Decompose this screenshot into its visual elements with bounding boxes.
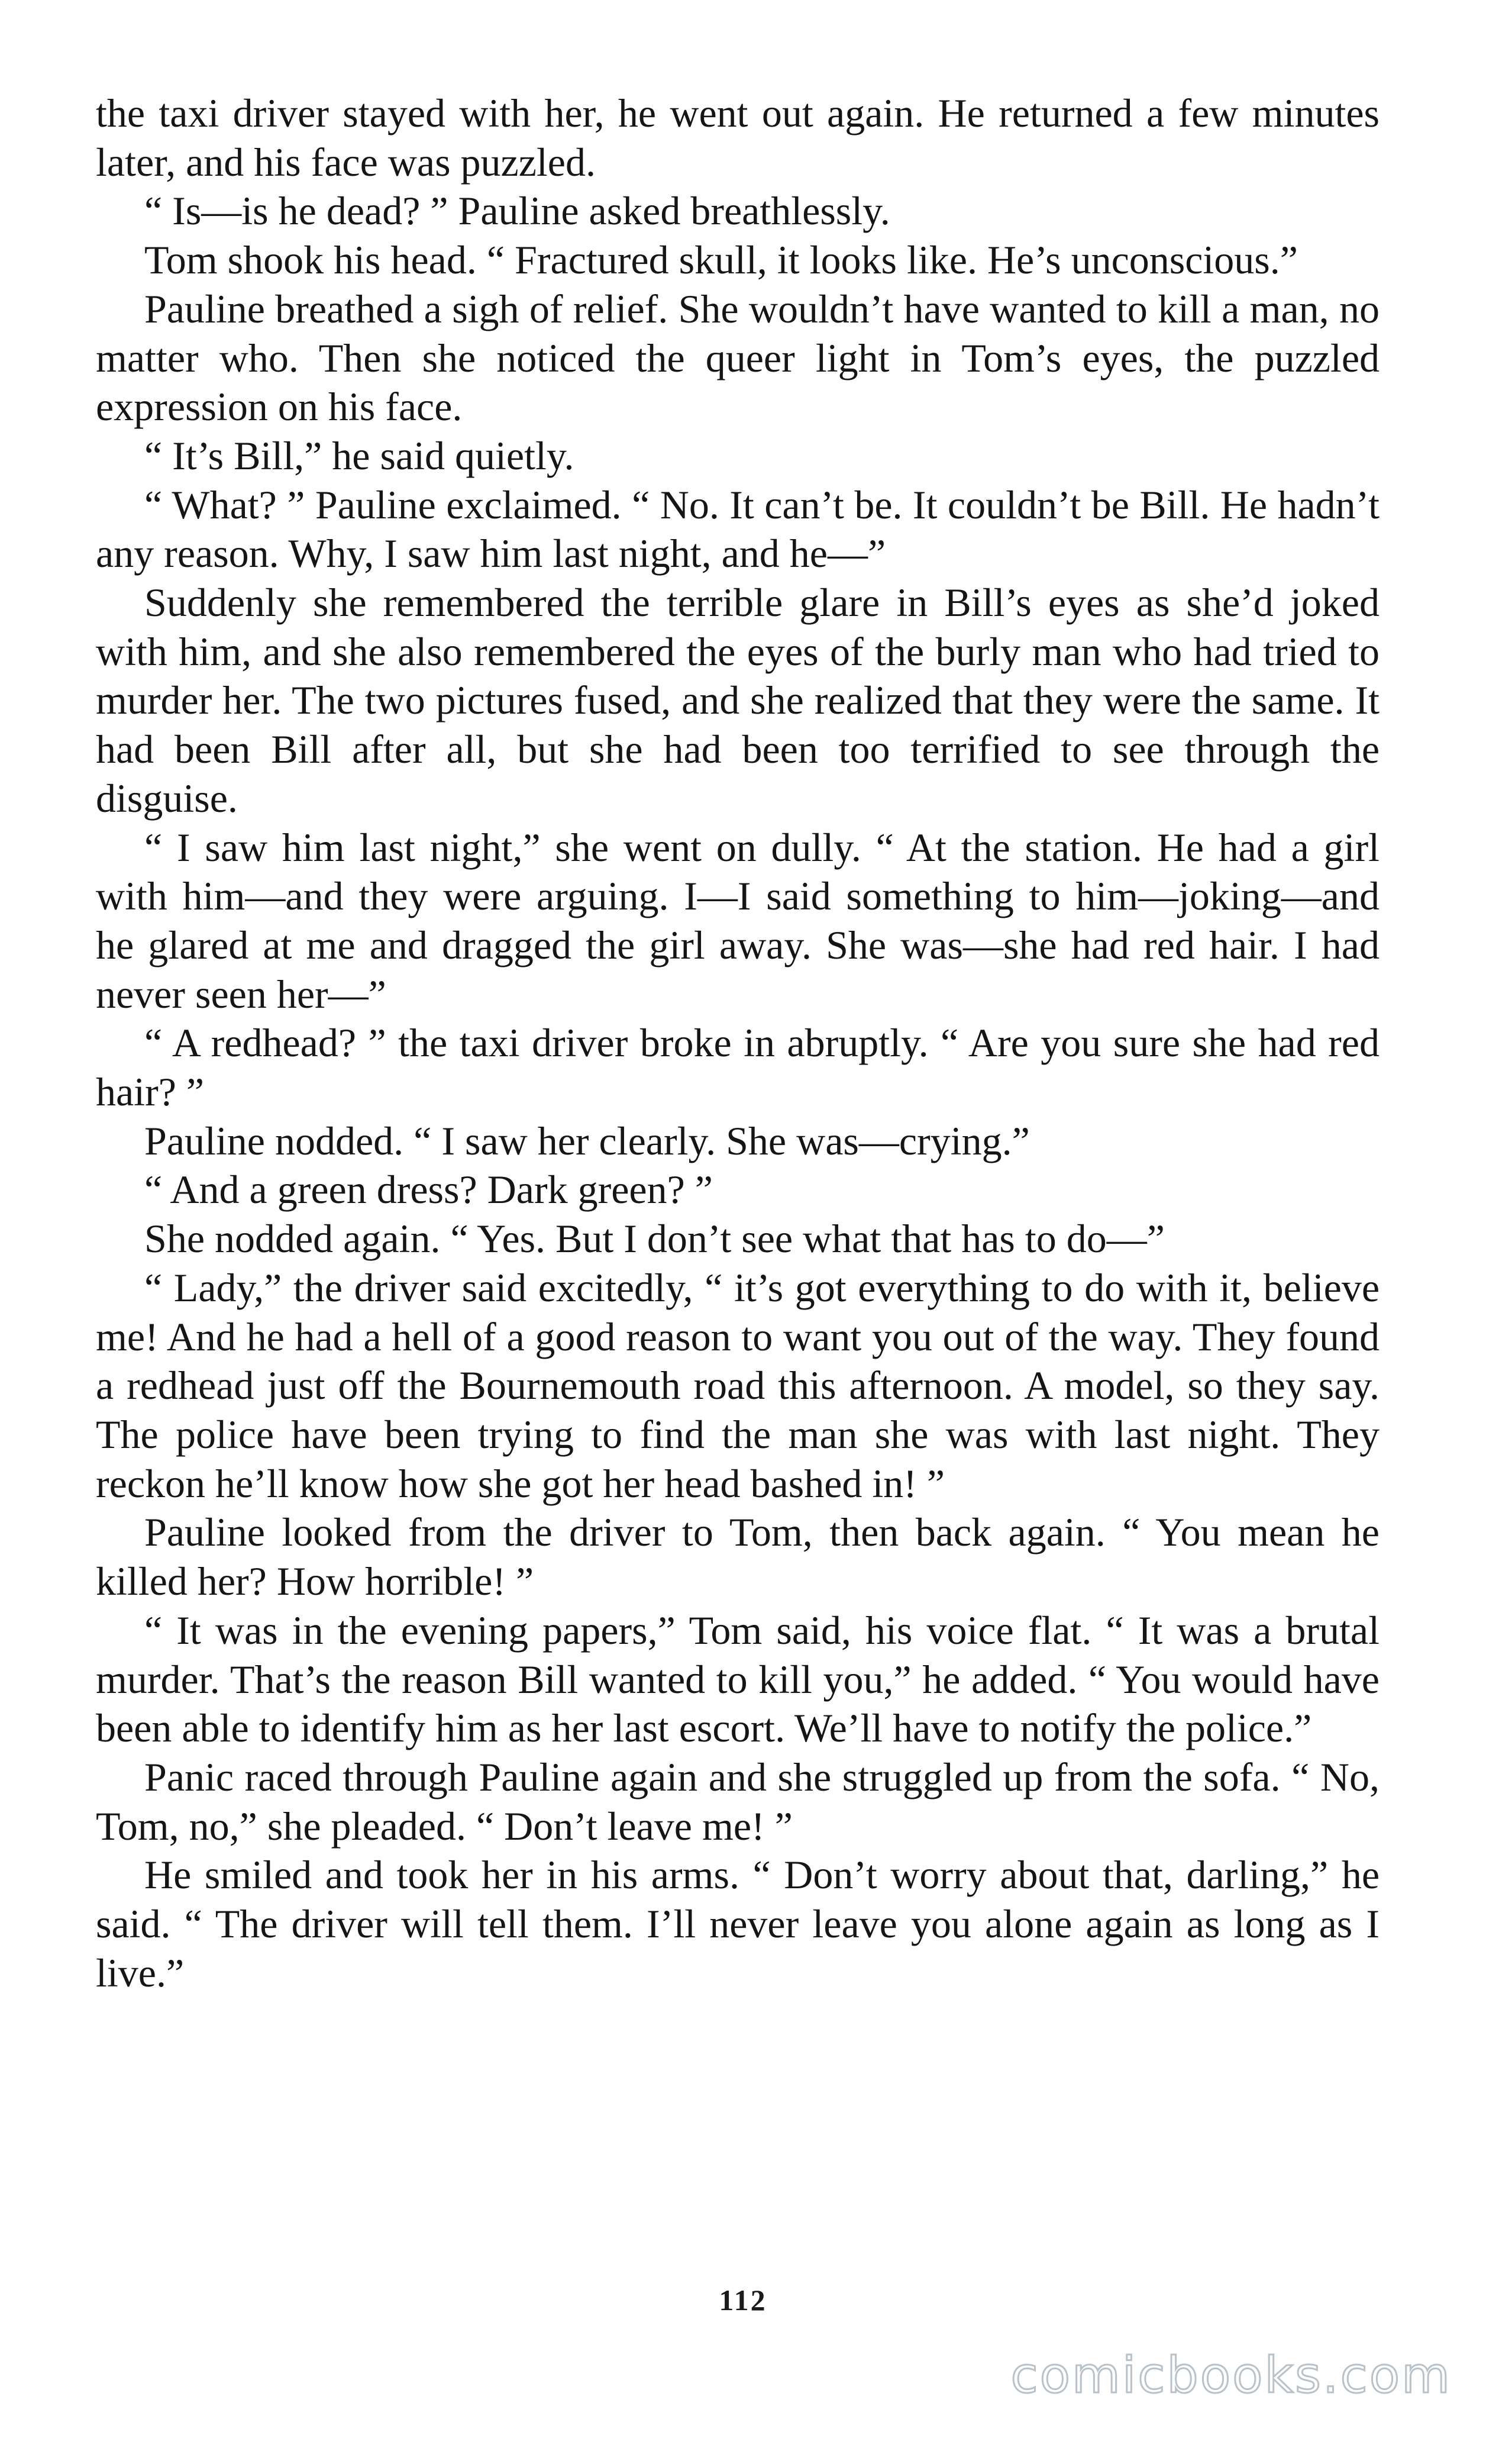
paragraph: “ A redhead? ” the taxi driver broke in abruptly. “ Are you sure she had red hair? ” xyxy=(96,1020,1380,1115)
paragraph: He smiled and took her in his arms. “ Don’t worry about that, darling,” he said. “ The driver will tell them. I’ll never leave you alone again as long as I live.” xyxy=(96,1852,1380,1995)
paragraph: “ I saw him last night,” she went on dully. “ At the station. He had a girl with him—and they were arguing. I—I said something to him—joking—and he glared at me and dragged the girl away. She was—she had red hair. I had never seen her—” xyxy=(96,824,1380,1017)
watermark: comicbooks.com xyxy=(1010,2346,1452,2404)
paragraph: Pauline looked from the driver to Tom, then back again. “ You mean he killed her? How horrible! ” xyxy=(96,1510,1380,1604)
paragraph: Pauline breathed a sigh of relief. She wouldn’t have wanted to kill a man, no matter who. Then she noticed the queer light in Tom’s eyes, the puzzled expression on his face. xyxy=(96,286,1380,430)
paragraph: “ Lady,” the driver said excitedly, “ it’s got everything to do with it, believe me! And he had a hell of a good reason to want you out of the way. They found a redhead just off the Bournemouth road this afternoon. A model, so they say. The police have been trying to find the man she was with last night. They reckon he’ll know how she got her head bashed in! ” xyxy=(96,1265,1380,1506)
paragraph: “ It was in the evening papers,” Tom said, his voice flat. “ It was a brutal murder. That’s the reason Bill wanted to kill you,” he added. “ You would have been able to identify him as her last escort. We’ll have to notify the police.” xyxy=(96,1607,1380,1751)
paragraph: “ Is—is he dead? ” Pauline asked breathlessly. xyxy=(144,188,890,234)
paragraph: Tom shook his head. “ Fractured skull, it looks like. He’s unconscious.” xyxy=(144,237,1298,283)
paragraph: Suddenly she remembered the terrible glare in Bill’s eyes as she’d joked with him, and she also remembered the eyes of the burly man who had tried to murder her. The two pictures fused, and she realized that they were the same. It had been Bill after all, but she had been too terrified to see through the disguise. xyxy=(96,580,1380,821)
paragraph: Pauline nodded. “ I saw her clearly. She was—crying.” xyxy=(144,1118,1030,1163)
paragraph: “ And a green dress? Dark green? ” xyxy=(144,1167,713,1212)
paragraph: “ It’s Bill,” he said quietly. xyxy=(144,433,574,478)
paragraph-continued: the taxi driver stayed with her, he went out again. He returned a few minutes later, and his face was puzzled. xyxy=(96,91,1380,185)
page-text xyxy=(96,89,1380,1997)
page-number: 112 xyxy=(719,2284,767,2317)
paragraph: “ What? ” Pauline exclaimed. “ No. It can’t be. It couldn’t be Bill. He hadn’t any reason. Why, I saw him last night, and he—” xyxy=(96,482,1380,576)
paragraph: Panic raced through Pauline again and she struggled up from the sofa. “ No, Tom, no,” she pleaded. “ Don’t leave me! ” xyxy=(96,1754,1380,1849)
paragraph: She nodded again. “ Yes. But I don’t see what that has to do—” xyxy=(144,1216,1165,1262)
